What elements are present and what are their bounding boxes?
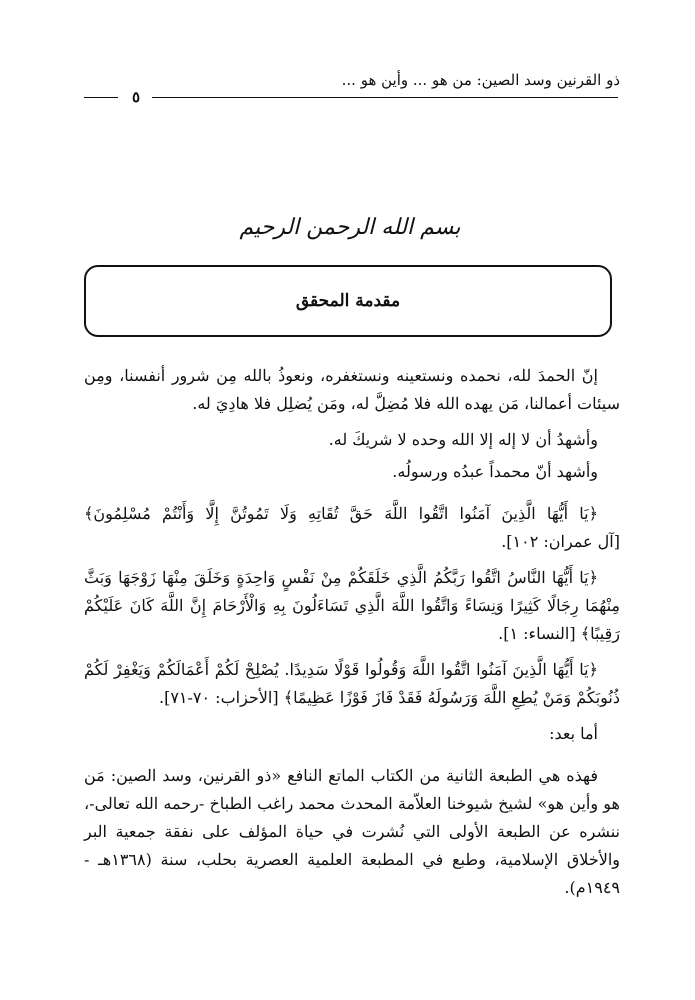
body-text	[84, 362, 620, 910]
section-title: مقدمة المحقق	[295, 291, 401, 311]
section-title-box	[84, 265, 612, 337]
verse-text: ﴿يَا أَيُّهَا الَّذِينَ آمَنُوا اتَّقُوا اللَّهَ وَقُولُوا قَوْلًا سَدِيدًا. يُصْلِحْ لَكُمْ أَعْمَالَكُمْ وَيَغْفِرْ لَكُمْ ذُنُوبَكُمْ وَمَنْ يُطِعِ اللَّهَ وَرَسُولَهُ فَقَدْ فَازَ فَوْزًا عَظِيمًا﴾	[84, 660, 620, 707]
quran-verse-al-imran	[84, 500, 620, 556]
paragraph-shahada-1: وأشهدُ أن لا إله إلا الله وحده لا شريكَ له.	[328, 430, 598, 449]
verse-text: ﴿يَا أَيُّهَا النَّاسُ اتَّقُوا رَبَّكُمُ الَّذِي خَلَقَكُمْ مِنْ نَفْسٍ وَاحِدَةٍ وَخَلَقَ مِنْهَا زَوْجَهَا وَبَثَّ مِنْهُمَا رِجَالًا كَثِيرًا وَنِسَاءً وَاتَّقُوا اللَّهَ الَّذِي تَسَاءَلُونَ بِهِ وَالْأَرْحَامَ إِنَّ اللَّهَ كَانَ عَلَيْكُمْ رَقِيبًا﴾	[84, 568, 620, 643]
verse-citation: [الأحزاب: ٧٠-٧١].	[158, 688, 279, 707]
basmala-calligraphy: بسم الله الرحمن الرحيم	[239, 215, 461, 240]
header-rule	[152, 97, 618, 98]
paragraph-edition-note: فهذه هي الطبعة الثانية من الكتاب الماتع النافع «ذو القرنين، وسد الصين: مَن هو وأين هو» لشيخ شيوخنا العلاّمة المحدث محمد راغب الطباخ -رحمه الله تعالى-، ننشره عن الطبعة الأولى التي نُشرت في حياة المؤلف على نفقة جمعية البر والأخلاق الإسلامية، وطبع في المطبعة العلمية العصرية بحلب، سنة (١٣٦٨هـ - ١٩٤٩م).	[84, 766, 621, 897]
page-number-rule	[84, 97, 118, 98]
verse-text: ﴿يَا أَيُّهَا الَّذِينَ آمَنُوا اتَّقُوا اللَّهَ حَقَّ تُقَاتِهِ وَلَا تَمُوتُنَّ إِلَّا وَأَنْتُمْ مُسْلِمُونَ﴾	[84, 504, 598, 523]
paragraph-shahada-2: وأشهد أنّ محمداً عبدُه ورسولُه.	[392, 462, 598, 481]
running-header-title: ذو القرنين وسد الصين: من هو ... وأين هو ...	[341, 71, 620, 89]
paragraph-opening-praise: إنّ الحمدَ لله، نحمده ونستعينه ونستغفره، ونعوذُ بالله مِن شرور أنفسنا، ومِن سيئات أعمالنا، مَن يهده الله فلا مُضِلَّ له، ومَن يُضلِل فلا هادِيَ له.	[84, 366, 620, 413]
verse-citation: [النساء: ١].	[498, 624, 576, 643]
quran-verse-an-nisa	[84, 564, 620, 648]
page-number: ٥	[131, 88, 141, 106]
paragraph-amma-bad: أما بعد:	[549, 724, 598, 743]
verse-citation: [آل عمران: ١٠٢].	[501, 532, 620, 551]
quran-verse-al-ahzab	[84, 656, 620, 712]
